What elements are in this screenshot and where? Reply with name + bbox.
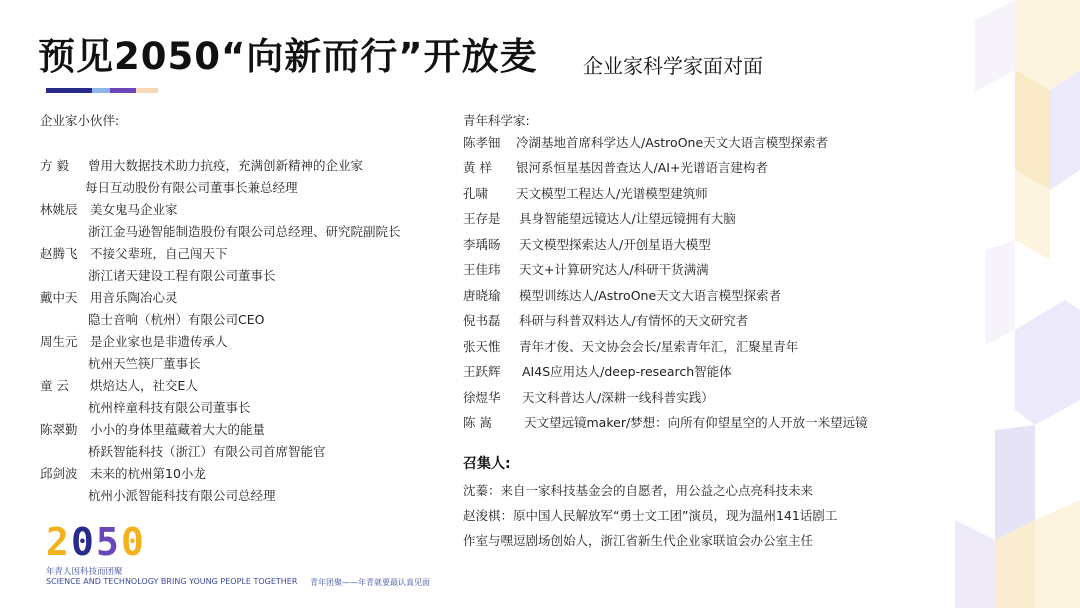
entrepreneurs-label: 企业家小伙伴:	[40, 113, 120, 128]
entrepreneur-role: 浙江诸天建设工程有限公司董事长	[88, 268, 276, 283]
scientist-desc: 模型训练达人/AstroOne天文大语言模型探索者	[519, 288, 782, 303]
scientist-desc: 天文望远镜maker/梦想：向所有仰望星空的人开放一米望远镜	[524, 415, 868, 430]
entrepreneur-role: 杭州天竺筷厂董事长	[88, 356, 201, 371]
entrepreneur-name: 林姚辰	[40, 202, 78, 217]
entrepreneur-desc: 不接父辈班，自己闯天下	[90, 246, 228, 261]
entrepreneur-desc: 曾用大数据技术助力抗疫，充满创新精神的企业家	[88, 158, 364, 173]
entrepreneur-role: 桥跃智能科技（浙江）有限公司首席智能官	[88, 444, 326, 459]
logo-digit: 2	[46, 520, 69, 564]
entrepreneur-name: 赵腾飞	[40, 246, 78, 261]
scientist-desc: 天文模型工程达人/光谱模型建筑师	[516, 186, 708, 201]
logo-english-tagline: SCIENCE AND TECHNOLOGY BRING YOUNG PEOPLE TOGETHER	[46, 577, 298, 586]
scientist-desc: 青年才俊、天文协会会长/星索青年汇，汇聚星青年	[519, 339, 799, 354]
scientist-name: 李瑀旸	[463, 237, 501, 252]
accent-bar-1	[46, 88, 92, 93]
scientist-name: 倪书磊	[463, 313, 501, 328]
scientist-desc: AI4S应用达人/deep-research智能体	[522, 364, 732, 379]
convener-line-3: 作室与嘿逗剧场创始人，浙江省新生代企业家联谊会办公室主任	[463, 533, 814, 548]
scientist-name: 王佳玮	[463, 262, 501, 277]
entrepreneur-desc: 烘焙达人，社交E人	[90, 378, 198, 393]
logo-digit: 0	[71, 520, 94, 564]
convener-line-1: 沈蓁：来自一家科技基金会的自愿者，用公益之心点亮科技未来	[463, 483, 814, 498]
decorative-hexagon-pattern	[955, 0, 1080, 608]
scientist-name: 唐晓瑜	[463, 288, 501, 303]
scientist-desc: 天文科普达人/深耕一线科普实践）	[522, 390, 714, 405]
logo-2050	[46, 520, 148, 564]
scientist-desc: 冷湖基地首席科学达人/AstroOne天文大语言模型探索者	[516, 135, 829, 150]
scientist-name: 黄 样	[463, 160, 492, 175]
entrepreneur-role: 杭州小派智能科技有限公司总经理	[88, 488, 276, 503]
page-title: 预见2050“向新而行”开放麦	[38, 35, 538, 78]
entrepreneur-name: 陈翠勤	[40, 422, 78, 437]
scientist-name: 陈 嵩	[463, 415, 492, 430]
entrepreneur-role: 隐士音响（杭州）有限公司CEO	[88, 312, 265, 327]
scientist-desc: 天文模型探索达人/开创星语大模型	[519, 237, 711, 252]
scientist-desc: 科研与科普双料达人/有情怀的天文研究者	[519, 313, 749, 328]
entrepreneur-desc: 是企业家也是非遗传承人	[90, 334, 228, 349]
scientist-name: 徐煜华	[463, 390, 501, 405]
scientist-desc: 天文+计算研究达人/科研干货满满	[519, 262, 709, 277]
entrepreneur-name: 童 云	[40, 378, 69, 393]
entrepreneur-name: 周生元	[40, 334, 78, 349]
entrepreneur-name: 邱剑波	[40, 466, 78, 481]
convener-title: 召集人:	[463, 456, 511, 472]
scientist-desc: 具身智能望远镜达人/让望远镜拥有大脑	[519, 211, 736, 226]
scientist-name: 陈孝钿	[463, 135, 501, 150]
scientist-name: 孔啸	[463, 186, 489, 201]
entrepreneur-role: 浙江金马逊智能制造股份有限公司总经理、研究院副院长	[88, 224, 401, 239]
accent-bar-2	[92, 88, 110, 93]
page-subtitle: 企业家科学家面对面	[583, 54, 763, 78]
logo-slogan: 青年团聚——年青就要最认真见面	[310, 578, 430, 587]
logo-digit: 5	[96, 520, 119, 564]
entrepreneur-name: 方 毅	[40, 158, 69, 173]
accent-bar-4	[136, 88, 158, 93]
entrepreneur-desc: 用音乐陶冶心灵	[90, 290, 178, 305]
scientists-label: 青年科学家:	[463, 113, 530, 128]
logo-tagline: 年青人因科技而团聚	[46, 567, 123, 577]
entrepreneur-role: 每日互动股份有限公司董事长兼总经理	[85, 180, 298, 195]
entrepreneur-desc: 未来的杭州第10小龙	[90, 466, 206, 481]
entrepreneur-role: 杭州梓童科技有限公司董事长	[88, 400, 251, 415]
scientist-name: 王存是	[463, 211, 501, 226]
entrepreneur-desc: 美女鬼马企业家	[90, 202, 178, 217]
logo-digit: 0	[121, 520, 144, 564]
scientist-name: 张天惟	[463, 339, 501, 354]
convener-line-2: 赵浚棋：原中国人民解放军“勇士文工团”演员，现为温州141话剧工	[463, 508, 838, 523]
entrepreneur-desc: 小小的身体里蕴藏着大大的能量	[90, 422, 266, 437]
entrepreneur-name: 戴中天	[40, 290, 78, 305]
accent-bar-3	[110, 88, 136, 93]
scientist-name: 王跃辉	[463, 364, 501, 379]
scientist-desc: 银河系恒星基因普查达人/AI+光谱语言建构者	[516, 160, 768, 175]
